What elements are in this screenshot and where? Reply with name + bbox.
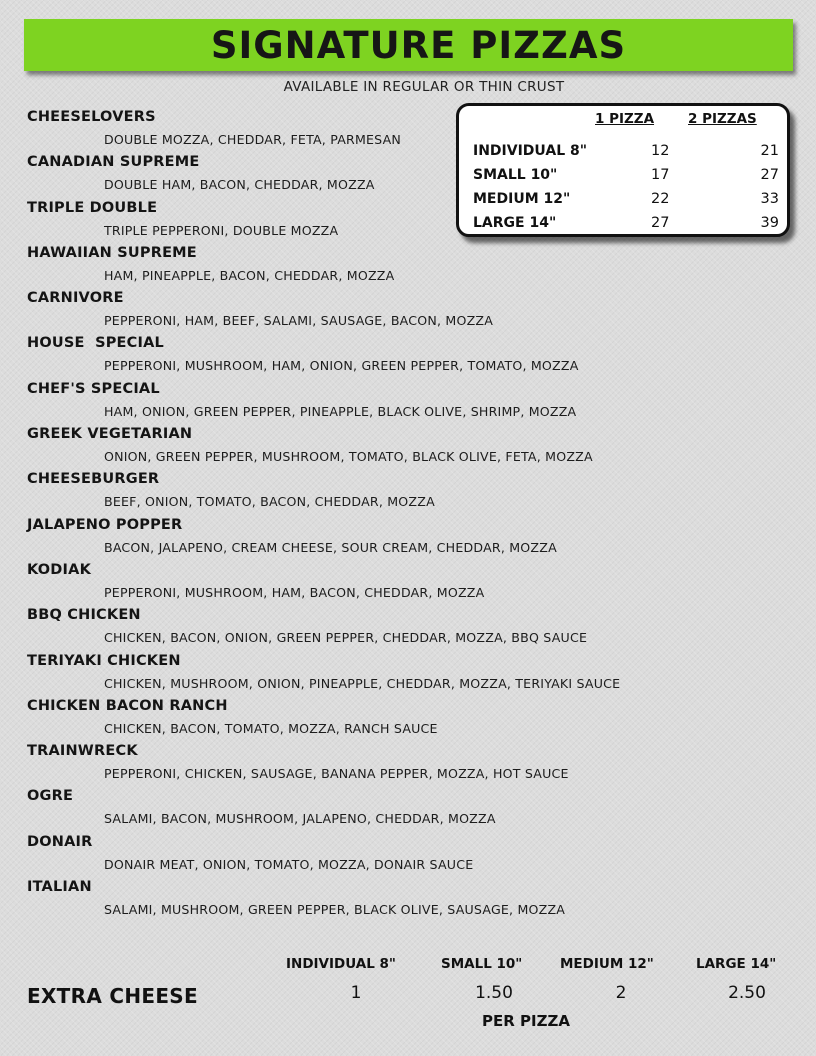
price-header-two-pizzas: 2 PIZZAS <box>688 111 757 127</box>
pizza-item-carnivore <box>27 289 787 334</box>
pizza-item-greek-vegetarian <box>27 425 787 470</box>
crust-subtitle: AVAILABLE IN REGULAR OR THIN CRUST <box>283 79 565 95</box>
pizza-name: DONAIR <box>27 833 93 850</box>
pizza-item-chicken-bacon-ranch <box>27 697 787 742</box>
price-two: 27 <box>760 167 779 183</box>
pizza-name: TRIPLE DOUBLE <box>27 199 158 216</box>
price-header-one-pizza: 1 PIZZA <box>595 111 655 127</box>
price-size: INDIVIDUAL 8" <box>473 143 588 159</box>
pizza-ingredients: DOUBLE HAM, BACON, CHEDDAR, MOZZA <box>104 177 375 193</box>
pizza-ingredients: DOUBLE MOZZA, CHEDDAR, FETA, PARMESAN <box>104 132 402 147</box>
pizza-name: CHEF'S SPECIAL <box>27 380 160 397</box>
pizza-item-donair <box>27 833 787 878</box>
pizza-name: GREEK VEGETARIAN <box>27 426 193 443</box>
pizza-ingredients: PEPPERONI, MUSHROOM, HAM, BACON, CHEDDAR, MOZZA <box>104 584 485 600</box>
pizza-item-hawaiian-supreme <box>27 244 787 289</box>
pizza-ingredients: PEPPERONI, MUSHROOM, HAM, ONION, GREEN PEPPER, TOMATO, MOZZA <box>104 358 579 374</box>
price-row-small <box>473 167 779 191</box>
pizza-ingredients: SALAMI, MUSHROOM, GREEN PEPPER, BLACK OLIVE, SAUSAGE, MOZZA <box>104 902 566 918</box>
pizza-ingredients: HAM, ONION, GREEN PEPPER, PINEAPPLE, BLACK OLIVE, SHRIMP, MOZZA <box>104 403 577 419</box>
pizza-ingredients: PEPPERONI, HAM, BEEF, SALAMI, SAUSAGE, BACON, MOZZA <box>104 313 494 329</box>
extra-price-small: 1.50 <box>475 983 513 1003</box>
price-size: LARGE 14" <box>473 215 557 231</box>
pizza-ingredients: BACON, JALAPENO, CREAM CHEESE, SOUR CREAM, CHEDDAR, MOZZA <box>104 539 557 555</box>
pizza-ingredients: TRIPLE PEPPERONI, DOUBLE MOZZA <box>104 222 339 238</box>
pizza-ingredients: DONAIR MEAT, ONION, TOMATO, MOZZA, DONAIR SAUCE <box>104 856 474 872</box>
extra-price-individual: 1 <box>350 983 362 1003</box>
pizza-name: TERIYAKI CHICKEN <box>27 652 181 669</box>
pizza-ingredients: CHICKEN, BACON, TOMATO, MOZZA, RANCH SAUCE <box>104 720 438 736</box>
pizza-item-trainwreck <box>27 742 787 787</box>
extra-size-individual: INDIVIDUAL 8" <box>286 956 396 972</box>
pizza-name: CANADIAN SUPREME <box>27 154 200 171</box>
price-one: 22 <box>651 191 670 207</box>
extra-price-medium: 2 <box>615 983 627 1003</box>
price-two: 21 <box>760 143 779 159</box>
pizza-item-chefs-special <box>27 380 787 425</box>
title-banner <box>24 19 793 71</box>
per-pizza-note: PER PIZZA <box>482 1012 570 1030</box>
pizza-item-bbq-chicken <box>27 606 787 651</box>
pizza-name: JALAPENO POPPER <box>27 516 183 533</box>
pizza-name: HAWAIIAN SUPREME <box>27 244 197 261</box>
pizza-name: KODIAK <box>27 561 92 578</box>
extra-size-large: LARGE 14" <box>696 956 777 972</box>
pizza-name: CHEESELOVERS <box>27 109 156 125</box>
extra-cheese-label: EXTRA CHEESE <box>27 984 198 1008</box>
extra-price-large: 2.50 <box>728 983 766 1003</box>
pizza-name: BBQ CHICKEN <box>27 607 141 624</box>
price-one: 27 <box>651 215 670 231</box>
pizza-ingredients: HAM, PINEAPPLE, BACON, CHEDDAR, MOZZA <box>104 267 395 283</box>
price-row-large <box>473 215 779 239</box>
price-one: 17 <box>651 167 670 183</box>
pizza-item-teriyaki-chicken <box>27 652 787 697</box>
price-two: 39 <box>760 215 779 231</box>
extra-size-medium: MEDIUM 12" <box>560 956 654 972</box>
page-title: SIGNATURE PIZZAS <box>210 23 627 67</box>
pizza-ingredients: ONION, GREEN PEPPER, MUSHROOM, TOMATO, BLACK OLIVE, FETA, MOZZA <box>104 449 593 465</box>
pizza-ingredients: CHICKEN, MUSHROOM, ONION, PINEAPPLE, CHEDDAR, MOZZA, TERIYAKI SAUCE <box>104 675 621 691</box>
price-size: MEDIUM 12" <box>473 191 571 207</box>
pizza-name: HOUSE SPECIAL <box>27 335 164 352</box>
pizza-name: TRAINWRECK <box>27 743 138 760</box>
price-size: SMALL 10" <box>473 167 558 183</box>
pizza-name: CHEESEBURGER <box>27 471 160 488</box>
pizza-item-jalapeno-popper <box>27 516 787 561</box>
pizza-name: CHICKEN BACON RANCH <box>27 697 228 714</box>
extra-cheese-section <box>0 950 816 1040</box>
pizza-ingredients: CHICKEN, BACON, ONION, GREEN PEPPER, CHEDDAR, MOZZA, BBQ SAUCE <box>104 630 588 646</box>
pizza-ingredients: SALAMI, BACON, MUSHROOM, JALAPENO, CHEDDAR, MOZZA <box>104 811 496 827</box>
price-row-individual <box>473 143 779 167</box>
pizza-name: OGRE <box>27 788 74 805</box>
pizza-name: ITALIAN <box>27 879 92 896</box>
pizza-item-house-special <box>27 334 787 379</box>
extra-size-small: SMALL 10" <box>441 956 523 972</box>
pizza-item-italian <box>27 878 787 923</box>
pizza-item-ogre <box>27 787 787 832</box>
pizza-item-cheeseburger <box>27 470 787 515</box>
price-row-medium <box>473 191 779 215</box>
pizza-item-kodiak <box>27 561 787 606</box>
pizza-name: CARNIVORE <box>27 290 124 307</box>
price-one: 12 <box>651 143 670 159</box>
price-table <box>456 103 790 237</box>
pizza-ingredients: BEEF, ONION, TOMATO, BACON, CHEDDAR, MOZZA <box>104 494 435 510</box>
pizza-ingredients: PEPPERONI, CHICKEN, SAUSAGE, BANANA PEPPER, MOZZA, HOT SAUCE <box>104 766 569 782</box>
price-two: 33 <box>760 191 779 207</box>
